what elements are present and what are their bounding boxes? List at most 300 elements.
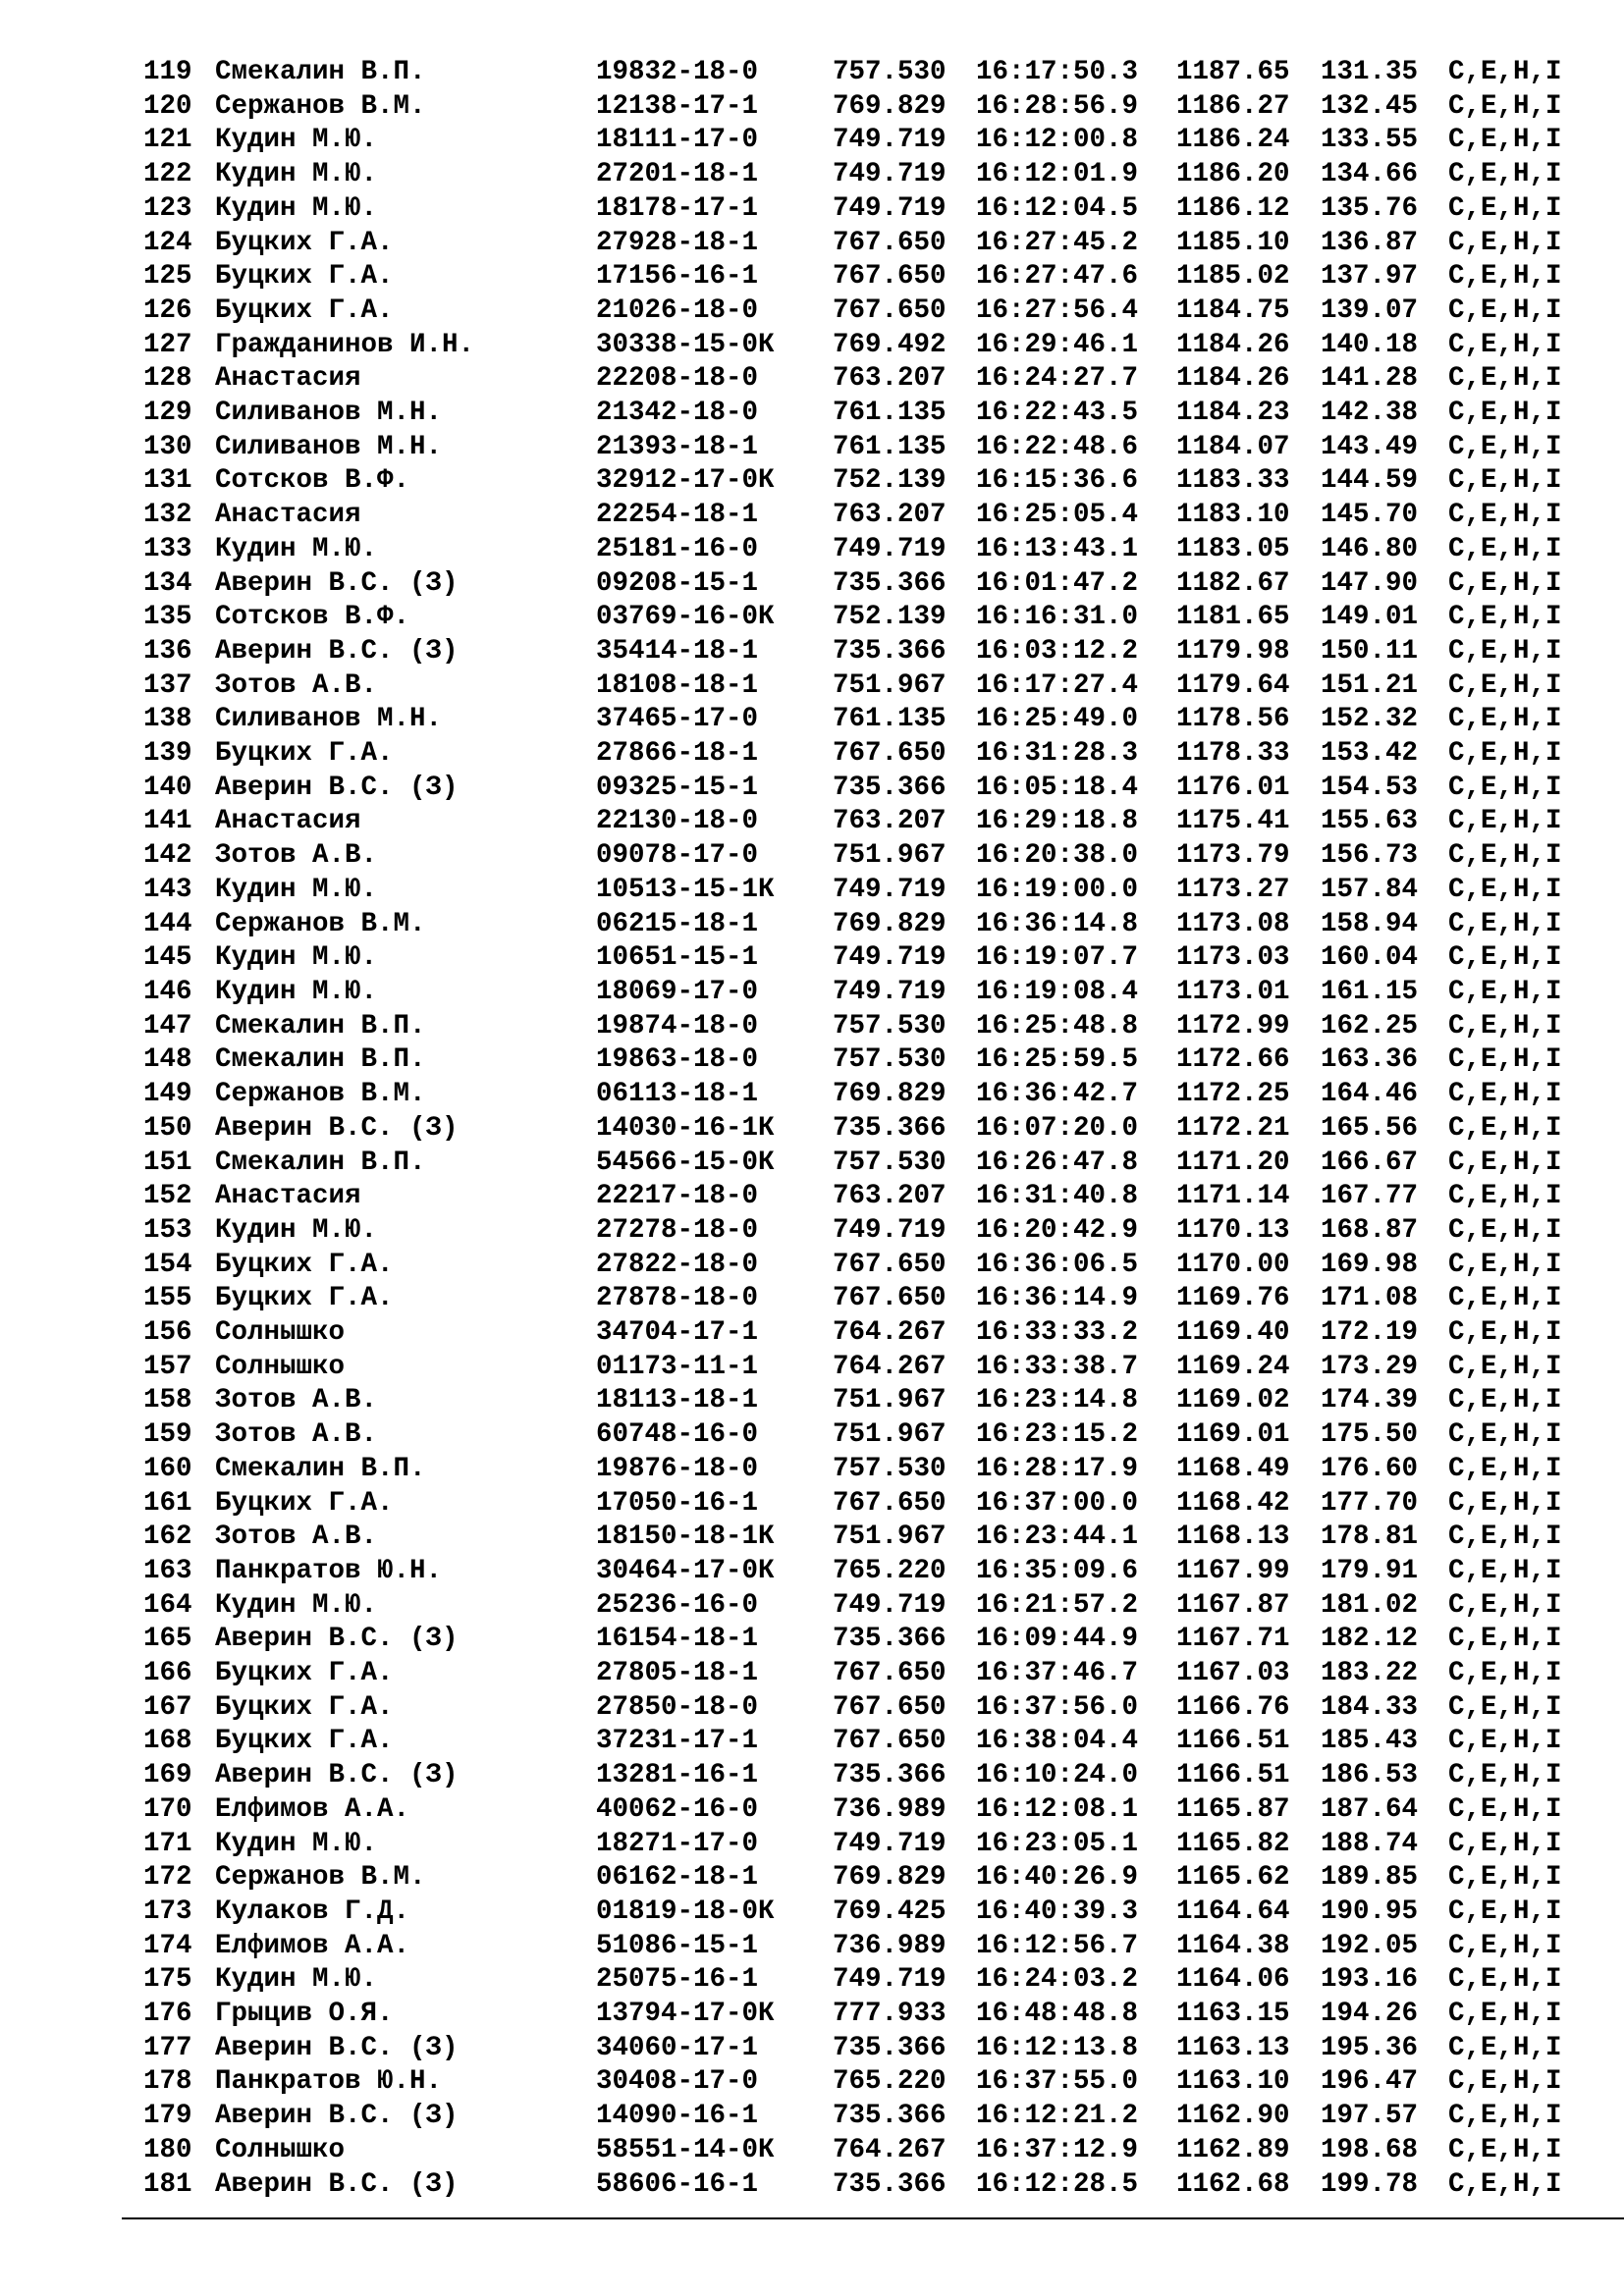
name-cell: Панкратов Ю.Н. (215, 1555, 443, 1586)
flags-cell: C,E,H,I (1448, 1793, 1562, 1825)
points-cell: 193.16 (1321, 1964, 1419, 1996)
name-cell: Анастасия (215, 806, 361, 837)
speed-cell: 1172.99 (1176, 1010, 1290, 1041)
table-row (143, 1282, 1576, 1316)
flags-cell: C,E,H,I (1448, 227, 1562, 258)
ring-number-cell: 25236-16-0 (596, 1589, 759, 1621)
name-cell: Сотсков В.Ф. (215, 602, 410, 633)
name-cell: Аверин В.С. (З) (215, 1624, 459, 1655)
points-cell: 144.59 (1321, 465, 1419, 497)
speed-cell: 1165.62 (1176, 1862, 1290, 1894)
place-cell: 177 (143, 2032, 192, 2063)
table-row (143, 567, 1576, 602)
place-cell: 144 (143, 908, 192, 939)
arrival-time-cell: 16:25:48.8 (976, 1010, 1139, 1041)
distance-cell: 764.267 (833, 2134, 947, 2165)
flags-cell: C,E,H,I (1448, 772, 1562, 803)
flags-cell: C,E,H,I (1448, 942, 1562, 974)
name-cell: Аверин В.С. (З) (215, 1760, 459, 1791)
points-cell: 163.36 (1321, 1044, 1419, 1076)
points-cell: 157.84 (1321, 874, 1419, 905)
speed-cell: 1173.79 (1176, 840, 1290, 872)
ring-number-cell: 21026-18-0 (596, 294, 759, 326)
speed-cell: 1176.01 (1176, 772, 1290, 803)
flags-cell: C,E,H,I (1448, 159, 1562, 190)
ring-number-cell: 27866-18-1 (596, 738, 759, 770)
points-cell: 178.81 (1321, 1522, 1419, 1553)
table-row (143, 124, 1576, 158)
distance-cell: 761.135 (833, 704, 947, 735)
speed-cell: 1179.64 (1176, 669, 1290, 701)
ring-number-cell: 19863-18-0 (596, 1044, 759, 1076)
table-row (143, 1487, 1576, 1522)
speed-cell: 1184.75 (1176, 294, 1290, 326)
table-row (143, 1623, 1576, 1657)
name-cell: Буцких Г.А. (215, 1283, 394, 1314)
flags-cell: C,E,H,I (1448, 1589, 1562, 1621)
points-cell: 158.94 (1321, 908, 1419, 939)
place-cell: 163 (143, 1555, 192, 1586)
place-cell: 137 (143, 669, 192, 701)
ring-number-cell: 58551-14-0К (596, 2134, 775, 2165)
arrival-time-cell: 16:12:00.8 (976, 125, 1139, 156)
place-cell: 159 (143, 1419, 192, 1451)
points-cell: 145.70 (1321, 500, 1419, 531)
place-cell: 180 (143, 2134, 192, 2165)
place-cell: 149 (143, 1079, 192, 1110)
distance-cell: 757.530 (833, 1147, 947, 1178)
name-cell: Кудин М.Ю. (215, 976, 378, 1007)
place-cell: 134 (143, 567, 192, 599)
place-cell: 122 (143, 159, 192, 190)
points-cell: 135.76 (1321, 192, 1419, 224)
table-row (143, 158, 1576, 192)
place-cell: 178 (143, 2066, 192, 2098)
ring-number-cell: 27928-18-1 (596, 227, 759, 258)
arrival-time-cell: 16:36:42.7 (976, 1079, 1139, 1110)
speed-cell: 1187.65 (1176, 57, 1290, 87)
place-cell: 146 (143, 976, 192, 1007)
flags-cell: C,E,H,I (1448, 2134, 1562, 2165)
table-row (143, 2065, 1576, 2100)
distance-cell: 761.135 (833, 431, 947, 462)
ring-number-cell: 30464-17-0К (596, 1555, 775, 1586)
arrival-time-cell: 16:19:07.7 (976, 942, 1139, 974)
place-cell: 153 (143, 1214, 192, 1246)
ring-number-cell: 18108-18-1 (596, 669, 759, 701)
name-cell: Буцких Г.А. (215, 1487, 394, 1519)
ring-number-cell: 10513-15-1К (596, 874, 775, 905)
points-cell: 165.56 (1321, 1112, 1419, 1144)
name-cell: Кудин М.Ю. (215, 1964, 378, 1996)
ring-number-cell: 18150-18-1К (596, 1522, 775, 1553)
speed-cell: 1166.51 (1176, 1726, 1290, 1757)
speed-cell: 1179.98 (1176, 635, 1290, 667)
speed-cell: 1183.10 (1176, 500, 1290, 531)
speed-cell: 1163.15 (1176, 1999, 1290, 2030)
arrival-time-cell: 16:37:00.0 (976, 1487, 1139, 1519)
place-cell: 154 (143, 1249, 192, 1280)
points-cell: 154.53 (1321, 772, 1419, 803)
speed-cell: 1167.71 (1176, 1624, 1290, 1655)
distance-cell: 751.967 (833, 1419, 947, 1451)
table-row (143, 1043, 1576, 1078)
name-cell: Зотов А.В. (215, 1522, 378, 1553)
arrival-time-cell: 16:21:57.2 (976, 1589, 1139, 1621)
place-cell: 167 (143, 1691, 192, 1723)
points-cell: 195.36 (1321, 2032, 1419, 2063)
table-row (143, 1249, 1576, 1283)
points-cell: 184.33 (1321, 1691, 1419, 1723)
flags-cell: C,E,H,I (1448, 2101, 1562, 2132)
ring-number-cell: 13281-16-1 (596, 1760, 759, 1791)
flags-cell: C,E,H,I (1448, 976, 1562, 1007)
name-cell: Силиванов М.Н. (215, 398, 443, 429)
points-cell: 198.68 (1321, 2134, 1419, 2165)
ring-number-cell: 32912-17-0К (596, 465, 775, 497)
ring-number-cell: 09325-15-1 (596, 772, 759, 803)
distance-cell: 749.719 (833, 976, 947, 1007)
table-row (143, 1657, 1576, 1691)
distance-cell: 751.967 (833, 1522, 947, 1553)
place-cell: 175 (143, 1964, 192, 1996)
points-cell: 176.60 (1321, 1453, 1419, 1484)
name-cell: Аверин В.С. (З) (215, 2168, 459, 2200)
ring-number-cell: 51086-15-1 (596, 1930, 759, 1961)
place-cell: 173 (143, 1896, 192, 1927)
flags-cell: C,E,H,I (1448, 1624, 1562, 1655)
flags-cell: C,E,H,I (1448, 1828, 1562, 1859)
table-row (143, 2134, 1576, 2168)
points-cell: 182.12 (1321, 1624, 1419, 1655)
points-cell: 199.78 (1321, 2168, 1419, 2200)
ring-number-cell: 54566-15-0К (596, 1147, 775, 1178)
table-row (143, 1828, 1576, 1862)
place-cell: 131 (143, 465, 192, 497)
flags-cell: C,E,H,I (1448, 1351, 1562, 1382)
speed-cell: 1181.65 (1176, 602, 1290, 633)
distance-cell: 735.366 (833, 567, 947, 599)
name-cell: Солнышко (215, 1351, 346, 1382)
flags-cell: C,E,H,I (1448, 567, 1562, 599)
name-cell: Смекалин В.П. (215, 57, 426, 87)
points-cell: 174.39 (1321, 1385, 1419, 1416)
distance-cell: 735.366 (833, 1624, 947, 1655)
table-row (143, 941, 1576, 976)
flags-cell: C,E,H,I (1448, 840, 1562, 872)
place-cell: 171 (143, 1828, 192, 1859)
distance-cell: 757.530 (833, 1010, 947, 1041)
speed-cell: 1186.12 (1176, 192, 1290, 224)
ring-number-cell: 01173-11-1 (596, 1351, 759, 1382)
flags-cell: C,E,H,I (1448, 635, 1562, 667)
arrival-time-cell: 16:19:08.4 (976, 976, 1139, 1007)
table-row (143, 1589, 1576, 1624)
points-cell: 141.28 (1321, 363, 1419, 395)
points-cell: 192.05 (1321, 1930, 1419, 1961)
name-cell: Солнышко (215, 2134, 346, 2165)
place-cell: 151 (143, 1147, 192, 1178)
flags-cell: C,E,H,I (1448, 1079, 1562, 1110)
arrival-time-cell: 16:12:28.5 (976, 2168, 1139, 2200)
name-cell: Буцких Г.А. (215, 294, 394, 326)
flags-cell: C,E,H,I (1448, 704, 1562, 735)
speed-cell: 1167.03 (1176, 1658, 1290, 1689)
arrival-time-cell: 16:33:33.2 (976, 1317, 1139, 1349)
name-cell: Кудин М.Ю. (215, 159, 378, 190)
ring-number-cell: 18271-17-0 (596, 1828, 759, 1859)
flags-cell: C,E,H,I (1448, 90, 1562, 122)
arrival-time-cell: 16:25:49.0 (976, 704, 1139, 735)
distance-cell: 767.650 (833, 1691, 947, 1723)
arrival-time-cell: 16:12:13.8 (976, 2032, 1139, 2063)
points-cell: 173.29 (1321, 1351, 1419, 1382)
name-cell: Кулаков Г.Д. (215, 1896, 410, 1927)
name-cell: Силиванов М.Н. (215, 431, 443, 462)
arrival-time-cell: 16:26:47.8 (976, 1147, 1139, 1178)
flags-cell: C,E,H,I (1448, 500, 1562, 531)
points-cell: 147.90 (1321, 567, 1419, 599)
ring-number-cell: 13794-17-0К (596, 1999, 775, 2030)
flags-cell: C,E,H,I (1448, 1760, 1562, 1791)
flags-cell: C,E,H,I (1448, 192, 1562, 224)
arrival-time-cell: 16:31:40.8 (976, 1181, 1139, 1212)
distance-cell: 777.933 (833, 1999, 947, 2030)
distance-cell: 765.220 (833, 1555, 947, 1586)
table-row (143, 1010, 1576, 1044)
ring-number-cell: 06113-18-1 (596, 1079, 759, 1110)
points-cell: 175.50 (1321, 1419, 1419, 1451)
distance-cell: 763.207 (833, 363, 947, 395)
table-row (143, 1555, 1576, 1589)
name-cell: Сержанов В.М. (215, 908, 426, 939)
place-cell: 129 (143, 398, 192, 429)
points-cell: 167.77 (1321, 1181, 1419, 1212)
flags-cell: C,E,H,I (1448, 533, 1562, 564)
speed-cell: 1182.67 (1176, 567, 1290, 599)
arrival-time-cell: 16:09:44.9 (976, 1624, 1139, 1655)
distance-cell: 749.719 (833, 1828, 947, 1859)
flags-cell: C,E,H,I (1448, 261, 1562, 293)
points-cell: 168.87 (1321, 1214, 1419, 1246)
arrival-time-cell: 16:28:17.9 (976, 1453, 1139, 1484)
ring-number-cell: 01819-18-0К (596, 1896, 775, 1927)
flags-cell: C,E,H,I (1448, 1214, 1562, 1246)
name-cell: Смекалин В.П. (215, 1044, 426, 1076)
table-row (143, 839, 1576, 874)
place-cell: 136 (143, 635, 192, 667)
name-cell: Аверин В.С. (З) (215, 635, 459, 667)
name-cell: Солнышко (215, 1317, 346, 1349)
place-cell: 148 (143, 1044, 192, 1076)
distance-cell: 767.650 (833, 1658, 947, 1689)
flags-cell: C,E,H,I (1448, 1044, 1562, 1076)
distance-cell: 769.829 (833, 90, 947, 122)
ring-number-cell: 34704-17-1 (596, 1317, 759, 1349)
ring-number-cell: 30408-17-0 (596, 2066, 759, 2098)
place-cell: 158 (143, 1385, 192, 1416)
name-cell: Сотсков В.Ф. (215, 465, 410, 497)
name-cell: Гражданинов И.Н. (215, 329, 475, 360)
flags-cell: C,E,H,I (1448, 363, 1562, 395)
table-row (143, 1180, 1576, 1214)
distance-cell: 761.135 (833, 398, 947, 429)
speed-cell: 1171.20 (1176, 1147, 1290, 1178)
place-cell: 119 (143, 57, 192, 87)
distance-cell: 751.967 (833, 840, 947, 872)
speed-cell: 1169.01 (1176, 1419, 1290, 1451)
arrival-time-cell: 16:25:05.4 (976, 500, 1139, 531)
name-cell: Зотов А.В. (215, 1385, 378, 1416)
table-row (143, 908, 1576, 942)
points-cell: 186.53 (1321, 1760, 1419, 1791)
speed-cell: 1178.33 (1176, 738, 1290, 770)
arrival-time-cell: 16:15:36.6 (976, 465, 1139, 497)
distance-cell: 735.366 (833, 1760, 947, 1791)
arrival-time-cell: 16:01:47.2 (976, 567, 1139, 599)
place-cell: 179 (143, 2101, 192, 2132)
arrival-time-cell: 16:29:18.8 (976, 806, 1139, 837)
name-cell: Буцких Г.А. (215, 1658, 394, 1689)
speed-cell: 1165.87 (1176, 1793, 1290, 1825)
flags-cell: C,E,H,I (1448, 1555, 1562, 1586)
distance-cell: 735.366 (833, 2101, 947, 2132)
table-row (143, 499, 1576, 533)
speed-cell: 1168.42 (1176, 1487, 1290, 1519)
speed-cell: 1169.76 (1176, 1283, 1290, 1314)
flags-cell: C,E,H,I (1448, 1999, 1562, 2030)
ring-number-cell: 10651-15-1 (596, 942, 759, 974)
points-cell: 136.87 (1321, 227, 1419, 258)
flags-cell: C,E,H,I (1448, 1964, 1562, 1996)
table-row (143, 601, 1576, 635)
table-row (143, 1418, 1576, 1453)
distance-cell: 769.829 (833, 1079, 947, 1110)
place-cell: 143 (143, 874, 192, 905)
ring-number-cell: 40062-16-0 (596, 1793, 759, 1825)
place-cell: 121 (143, 125, 192, 156)
table-row (143, 1453, 1576, 1487)
arrival-time-cell: 16:16:31.0 (976, 602, 1139, 633)
speed-cell: 1173.08 (1176, 908, 1290, 939)
flags-cell: C,E,H,I (1448, 1522, 1562, 1553)
place-cell: 124 (143, 227, 192, 258)
place-cell: 130 (143, 431, 192, 462)
points-cell: 164.46 (1321, 1079, 1419, 1110)
distance-cell: 749.719 (833, 533, 947, 564)
table-row (143, 464, 1576, 499)
points-cell: 132.45 (1321, 90, 1419, 122)
table-row (143, 805, 1576, 839)
arrival-time-cell: 16:12:08.1 (976, 1793, 1139, 1825)
flags-cell: C,E,H,I (1448, 465, 1562, 497)
distance-cell: 751.967 (833, 669, 947, 701)
table-row (143, 1963, 1576, 1998)
speed-cell: 1164.64 (1176, 1896, 1290, 1927)
bottom-rule (122, 2217, 1624, 2219)
distance-cell: 757.530 (833, 1044, 947, 1076)
points-cell: 139.07 (1321, 294, 1419, 326)
arrival-time-cell: 16:33:38.7 (976, 1351, 1139, 1382)
ring-number-cell: 25075-16-1 (596, 1964, 759, 1996)
name-cell: Зотов А.В. (215, 840, 378, 872)
flags-cell: C,E,H,I (1448, 431, 1562, 462)
name-cell: Сержанов В.М. (215, 1079, 426, 1110)
ring-number-cell: 19832-18-0 (596, 57, 759, 87)
distance-cell: 749.719 (833, 874, 947, 905)
table-row (143, 874, 1576, 908)
table-row (143, 1351, 1576, 1385)
ring-number-cell: 37231-17-1 (596, 1726, 759, 1757)
place-cell: 142 (143, 840, 192, 872)
arrival-time-cell: 16:23:14.8 (976, 1385, 1139, 1416)
ring-number-cell: 25181-16-0 (596, 533, 759, 564)
arrival-time-cell: 16:37:56.0 (976, 1691, 1139, 1723)
distance-cell: 749.719 (833, 125, 947, 156)
table-row (143, 227, 1576, 261)
points-cell: 152.32 (1321, 704, 1419, 735)
place-cell: 172 (143, 1862, 192, 1894)
points-cell: 166.67 (1321, 1147, 1419, 1178)
place-cell: 174 (143, 1930, 192, 1961)
ring-number-cell: 27805-18-1 (596, 1658, 759, 1689)
place-cell: 156 (143, 1317, 192, 1349)
speed-cell: 1172.25 (1176, 1079, 1290, 1110)
points-cell: 142.38 (1321, 398, 1419, 429)
name-cell: Кудин М.Ю. (215, 1828, 378, 1859)
speed-cell: 1171.14 (1176, 1181, 1290, 1212)
arrival-time-cell: 16:27:45.2 (976, 227, 1139, 258)
speed-cell: 1173.01 (1176, 976, 1290, 1007)
table-row (143, 703, 1576, 737)
speed-cell: 1186.20 (1176, 159, 1290, 190)
ring-number-cell: 27878-18-0 (596, 1283, 759, 1314)
distance-cell: 757.530 (833, 57, 947, 87)
speed-cell: 1184.26 (1176, 329, 1290, 360)
place-cell: 164 (143, 1589, 192, 1621)
speed-cell: 1168.49 (1176, 1453, 1290, 1484)
flags-cell: C,E,H,I (1448, 602, 1562, 633)
speed-cell: 1172.66 (1176, 1044, 1290, 1076)
distance-cell: 763.207 (833, 500, 947, 531)
flags-cell: C,E,H,I (1448, 57, 1562, 87)
flags-cell: C,E,H,I (1448, 1181, 1562, 1212)
ring-number-cell: 34060-17-1 (596, 2032, 759, 2063)
distance-cell: 763.207 (833, 806, 947, 837)
speed-cell: 1183.33 (1176, 465, 1290, 497)
name-cell: Буцких Г.А. (215, 1691, 394, 1723)
name-cell: Панкратов Ю.Н. (215, 2066, 443, 2098)
place-cell: 166 (143, 1658, 192, 1689)
place-cell: 133 (143, 533, 192, 564)
points-cell: 153.42 (1321, 738, 1419, 770)
arrival-time-cell: 16:12:01.9 (976, 159, 1139, 190)
points-cell: 134.66 (1321, 159, 1419, 190)
points-cell: 188.74 (1321, 1828, 1419, 1859)
speed-cell: 1178.56 (1176, 704, 1290, 735)
points-cell: 151.21 (1321, 669, 1419, 701)
flags-cell: C,E,H,I (1448, 1419, 1562, 1451)
name-cell: Елфимов А.А. (215, 1930, 410, 1961)
distance-cell: 763.207 (833, 1181, 947, 1212)
speed-cell: 1162.90 (1176, 2101, 1290, 2132)
table-row (143, 976, 1576, 1010)
table-row (143, 192, 1576, 227)
name-cell: Анастасия (215, 500, 361, 531)
ring-number-cell: 27822-18-0 (596, 1249, 759, 1280)
name-cell: Буцких Г.А. (215, 738, 394, 770)
ring-number-cell: 17156-16-1 (596, 261, 759, 293)
